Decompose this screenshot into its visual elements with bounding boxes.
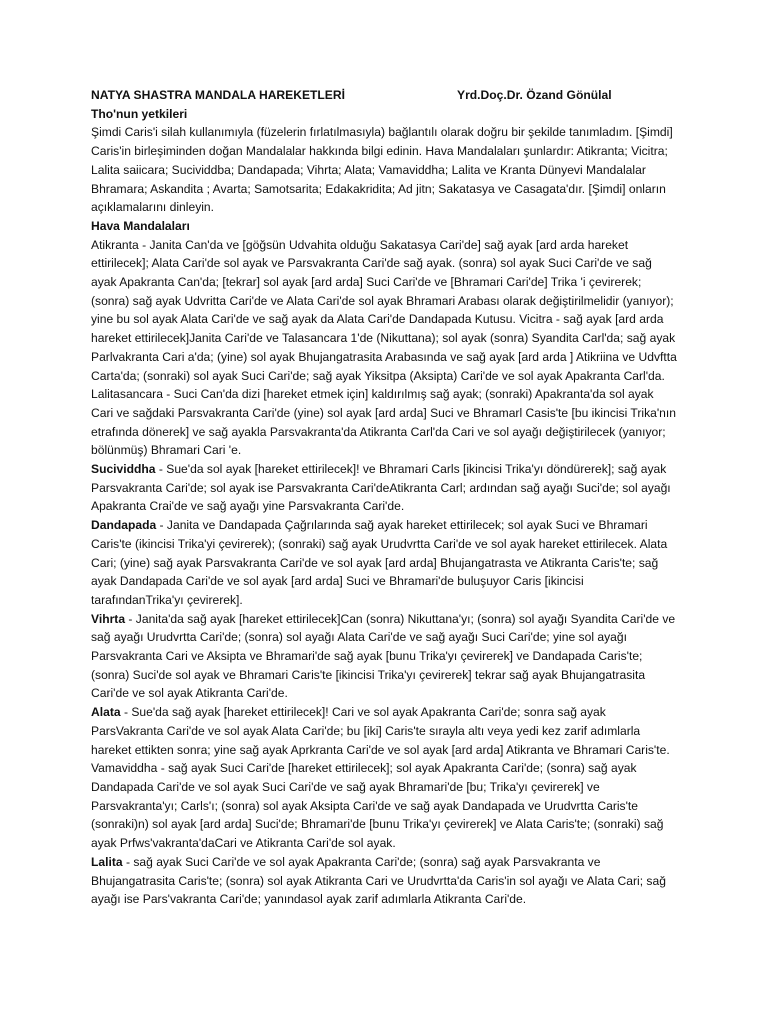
text-dandapada: - Janita ve Dandapada Çağrılarında sağ ayak hareket ettirilecek; sol ayak Suci ve Bhramari Caris'te (ikincisi Trika'yi çevirerek); (sonraki) sağ ayak Urudvrtta Cari'de ve sol ayak hareket ettirilecek. Alata Cari; (yine) sağ ayak Parsvakranta Cari'de ve sol ayak [ard arda] Bhujangatrasta ve Atikranta Caris'te; sağ ayak Dandapada Cari'de ve sol ayak [ard arda] Suci ve Bhramari'de buluşuyor Caris [ikincisi tarafındanTrika'yı çevirerek]. — [91, 518, 668, 607]
document-body — [91, 86, 677, 909]
term-vihrta: Vihrta — [91, 611, 126, 626]
document-author: Yrd.Doç.Dr. Özand Gönülal — [457, 88, 612, 102]
paragraph-alata — [91, 703, 677, 853]
text-lalita: - sağ ayak Suci Cari'de ve sol ayak Apakranta Cari'de; (sonra) sağ ayak Parsvakranta ve Bhujangatrasita Caris'te; (sonra) sol ayak Atikranta Cari ve Urudvrtta'da Caris'in sol ayağı ve Alata Cari; sağ ayağı ise Pars'vakranta Cari'de; yanındasol ayak zarif adımlarla Atikranta Cari'de. — [91, 854, 666, 907]
term-dandapada: Dandapada — [91, 518, 157, 533]
text-vihrta: - Janita'da sağ ayak [hareket ettirilecek]Can (sonra) Nikuttana'yı; (sonra) sol ayağı Syandita Cari'de ve sağ ayağı Urudvrtta Cari'de; (sonra) sol ayağı Alata Cari'de ve sağ ayağı Suci Cari'de; yine sol ayağı Parsvakranta Cari ve Aksipta ve Bhramari'de sağ ayak [bunu Trika'yı çevirerek] ve Dandapada Caris'te; (sonra) Suci'de sol ayak ve Bhramari Caris'te [ikincisi Trika'yı çevirerek] tekrar sağ ayak Bhujangatrasita Cari'de ve sol ayak Atikranta Cari'de. — [91, 611, 676, 701]
text-sucividdha: - Sue'da sol ayak [hareket ettirilecek]! ve Bhramari Carls [ikincisi Trika'yı döndürerek]; sağ ayak Parsvakranta Cari'de; sol ayak ise Parsvakranta Cari'deAtikranta Carl; ardından sağ ayağı Suci'de; sol ayağı Apakranta Crai'de ve sağ ayağı yine Parsvakranta Cari'de. — [91, 462, 671, 514]
term-alata: Alata — [91, 705, 121, 720]
document-header — [91, 86, 677, 105]
paragraph-lalita — [91, 853, 677, 909]
term-lalita: Lalita — [91, 854, 123, 869]
term-sucividdha: Sucividdha — [91, 462, 156, 477]
paragraph-dandapada — [91, 516, 677, 610]
paragraph-vihrta — [91, 610, 677, 704]
paragraph-sucividdha — [91, 460, 677, 516]
document-subtitle: Tho'nun yetkileri — [91, 106, 188, 121]
text-alata: - Sue'da sağ ayak [hareket ettirilecek]! Cari ve sol ayak Apakranta Cari'de; sonra sağ ayak ParsVakranta Cari'de ve sol ayak Alata Cari'de; bu [iki] Caris'te sırayla altı veya yedi kez zarif adımlarla hareket ettikten sonra; yine sağ ayak Aprkranta Cari'de ve sol ayak [ard arda] Atikranta ve Bhramari Caris'te. Vamaviddha - sağ ayak Suci Cari'de [hareket ettirilecek]; sol ayak Apakranta Cari'de; (sonra) sağ ayak Dandapada Cari'de ve sol ayak Suci Cari'de ve sağ ayak Bhramari'de [bu; Trika'yı çevirerek] ve Parsvakranta'yı; Carls'ı; (sonra) sol ayak Aksipta Cari'de ve sağ ayak Dandapada ve Urudvrtta Caris'te (sonraki)n) sol ayak [ard arda] Suci'de; Bhramari'de [bunu Trika'yı çevirerek] ve Alata Caris'te; (sonraki) sağ ayak Prfws'vakranta'daCari ve Atikranta Cari'de sol ayak. — [91, 705, 670, 851]
intro-paragraph: Şimdi Caris'i silah kullanımıyla (füzelerin fırlatılmasıyla) bağlantılı olarak doğru bir şekilde tanımladım. [Şimdi] Caris'in birleşiminden doğan Mandalalar hakkında bilgi edinin. Hava Mandalaları şunlardır: Atikranta; Vicitra; Lalita saiicara; Sucividdba; Dandapada; Vihrta; Alata; Vamaviddha; Lalita ve Kranta Dünyevi Mandalalar Bhramara; Askandita ; Avarta; Samotsarita; Edakakridita; Ad jitn; Sakatasya ve Casagata'dır. [Şimdi] onların açıklamalarını dinleyin. — [91, 125, 673, 215]
document-title: NATYA SHASTRA MANDALA HAREKETLERİ — [91, 88, 345, 102]
section-heading: Hava Mandalaları — [91, 218, 190, 233]
paragraph-atikranta: Atikranta - Janita Can'da ve [göğsün Udvahita olduğu Sakatasya Cari'de] sağ ayak [ard arda hareket ettirilecek]; Alata Cari'de sol ayak ve Parsvakranta Cari'de sağ ayak. (sonra) sol ayak Suci Cari'de ve sağ ayak Apakranta Can'da; [tekrar] sol ayak [ard arda] Suci Cari'de ve [Bhramari Cari'de] Trika 'i çevirerek; (sonra) sağ ayak Udvritta Cari'de ve Alata Cari'de sol ayak Bhramari Arabası olarak değiştirilmelidir (yanıyor); yine bu sol ayak Alata Cari'de ve sağ ayak da Alata Cari'de Dandapada Kutusu. Vicitra - sağ ayak [ard arda hareket ettirilecek]Janita Cari'de ve Talasancara 1'de (Nikuttana); sol ayak (sonra) Syandita Carl'da; sağ ayak Parlvakranta Cari a'da; (yine) sol ayak Bhujangatrasita Arabasında ve sağ ayak [ard arda ] Atikriina ve Udvftta Carta'da; (sonraki) sol ayak Suci Cari'de; sağ ayak Yiksitpa (Aksipta) Cari'de ve sol ayak Apakranta Carl'da. Lalitasancara - Suci Can'da dizi [hareket etmek için] kaldırılmış sağ ayak; (sonraki) Apakranta'da sol ayak Cari ve sağdaki Parsvakranta Cari'de (yine) sol ayak [ard arda] Suci ve Bhramarl Casis'te [bu ikincisi Trika'nın etrafında dönerek] ve sağ ayakla Parsvakranta'da Atikranta Carl'da Cari ve sol ayağı değiştirilecek (yanıyor; bölünmüş) Bhramari Cari 'e. — [91, 237, 677, 458]
